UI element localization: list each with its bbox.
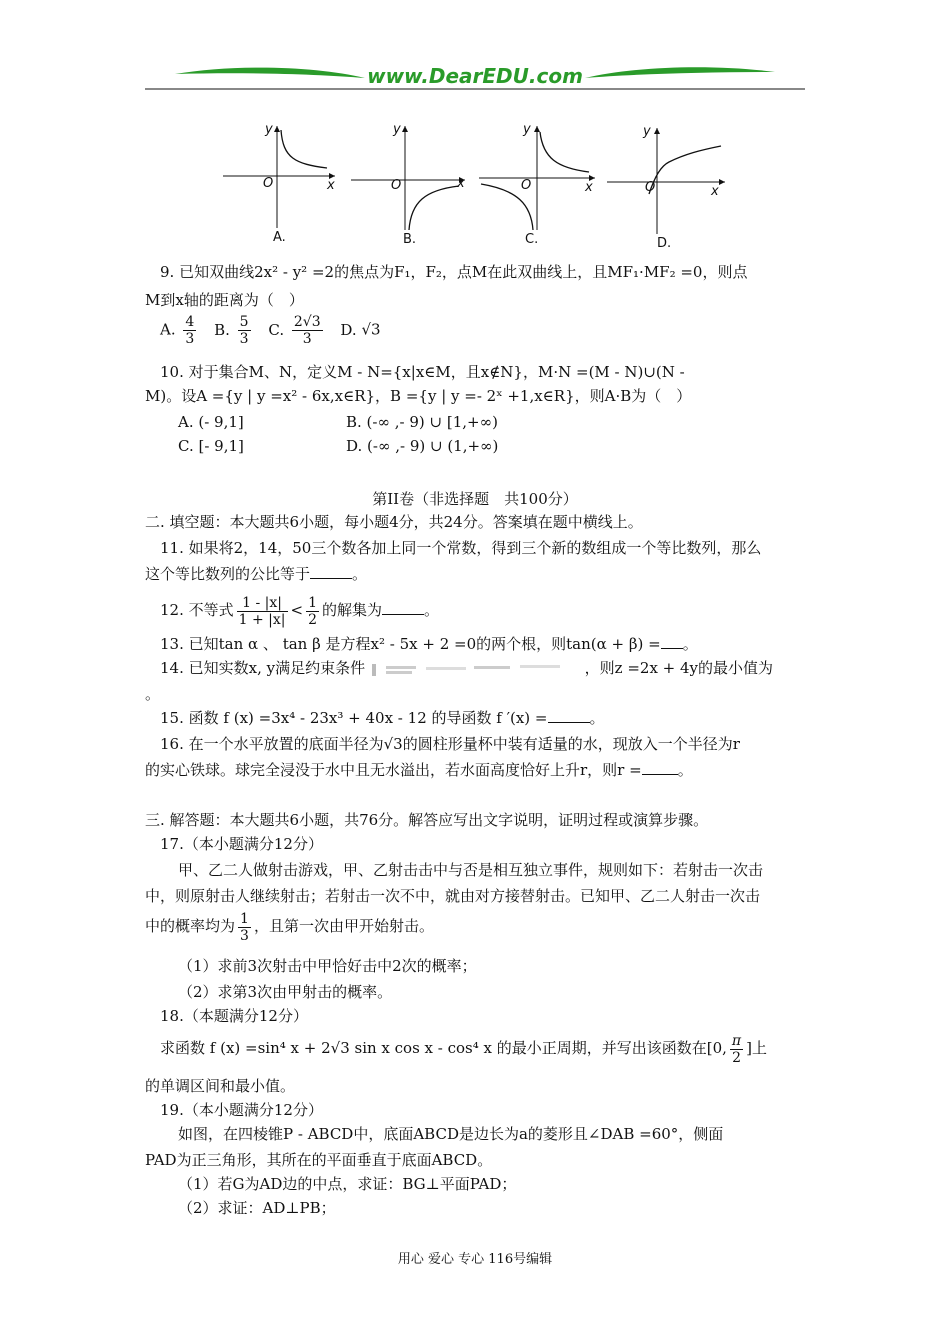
q12-hnum: 1: [308, 594, 317, 611]
q9-option-c-letter: C.: [268, 320, 285, 339]
q19-s2: （2）求证：AD⊥PB；: [178, 1199, 336, 1217]
q18-fraction: [730, 1033, 743, 1066]
q11-line1: 11. 如果将2，14，50三个数各加上同一个常数，得到三个新的数组成一个等比数列，那么: [160, 539, 762, 557]
q9-option-a-letter: A.: [160, 320, 176, 339]
q9-option-d-letter: D.: [340, 320, 357, 339]
graph-a-label: A.: [273, 230, 286, 245]
footer: 用心 爱心 专心 116号编辑: [397, 1252, 553, 1267]
q19-s1: （1）若G为AD边的中点，求证：BG⊥平面PAD；: [178, 1175, 517, 1193]
q15: [160, 708, 605, 728]
q14: [160, 658, 773, 678]
q14-pre: 14. 已知实数x, y满足约束条件: [160, 659, 366, 677]
q12-pre: 12. 不等式: [160, 601, 234, 619]
q16-text: 的实心铁球。球完全浸没于水中且无水溢出，若水面高度恰好上升r，则r =: [145, 761, 642, 779]
q11-end: 。: [352, 565, 368, 583]
q10-line1: 10. 对于集合M、N，定义M - N={x|x∈M，且x∉N}，M·N =(M - N)∪(N -: [160, 363, 685, 381]
q12-half: [306, 595, 319, 628]
q17-fden: 3: [240, 927, 249, 944]
graph-b-label: B.: [403, 232, 417, 247]
q17-p3-pre: 中的概率均为: [145, 917, 236, 935]
q13-answer-blank: [661, 634, 683, 649]
q10-option-d: D. (-∞ ,- 9) ∪ (1,+∞): [346, 437, 499, 455]
q13-text: 13. 已知tan α 、 tan β 是方程x² - 5x + 2 =0的两个根，则tan(α + β) =: [160, 635, 661, 653]
graph-c-y-label: y: [523, 122, 531, 137]
graph-c-x-label: x: [585, 180, 593, 195]
graph-a-x-label: x: [327, 178, 335, 193]
q17-fraction: [238, 911, 251, 944]
q13-end: 。: [682, 635, 698, 653]
q9-c-num: 2√3: [293, 314, 321, 330]
graph-a-y-label: y: [265, 122, 273, 137]
fill-intro: 二. 填空题：本大题共6小题，每小题4分，共24分。答案填在题中横线上。: [145, 513, 643, 531]
q9-option-b-fraction: [238, 314, 251, 347]
q9-b-num: 5: [239, 314, 249, 330]
q19-p1: 如图，在四棱锥P - ABCD中，底面ABCD是边长为a的菱形且∠DAB =60°，侧面: [178, 1125, 724, 1143]
q12-den: 1 + |x|: [238, 611, 286, 628]
header-logo: www.DearEDU.com: [367, 64, 583, 88]
graph-c-origin: O: [521, 178, 532, 193]
q9-line2: M到x轴的距离为（ ）: [145, 291, 304, 309]
q14-post: ，则z =2x + 4y的最小值为: [584, 659, 774, 677]
q17-fnum: 1: [240, 910, 249, 927]
graph-d-y-label: y: [643, 124, 651, 139]
q9-options: [160, 314, 381, 347]
graph-b-y-label: y: [393, 122, 401, 137]
q19-p2: PAD为正三角形，其所在的平面垂直于底面ABCD。: [145, 1151, 493, 1169]
graph-b-origin: O: [391, 178, 402, 193]
part3-intro: 三. 解答题：本大题共6小题，共76分。解答应写出文字说明，证明过程或演算步骤。: [145, 811, 709, 829]
q17-title: 17.（本小题满分12分）: [160, 835, 323, 853]
q14-line2: 。: [145, 685, 161, 703]
q10-option-a: A. (- 9,1]: [178, 413, 244, 431]
q15-text: 15. 函数 f (x) =3x⁴ - 23x³ + 40x - 12 的导函数 f ′(x) =: [160, 709, 548, 727]
graph-b-x-label: x: [457, 176, 465, 191]
q17-s1: （1）求前3次射击中甲恰好击中2次的概率；: [178, 957, 477, 975]
q15-answer-blank: [548, 708, 590, 723]
q16-answer-blank: [642, 760, 678, 775]
q9-option-a-fraction: [183, 314, 196, 347]
graphs-row: [215, 118, 755, 253]
q19-title: 19.（本小题满分12分）: [160, 1101, 323, 1119]
q16-end: 。: [677, 761, 693, 779]
q10-line2: M)。设A ={y | y =x² - 6x,x∈R}，B ={y | y =- 2ˣ +1,x∈R}，则A·B为（ ）: [145, 387, 692, 405]
q17-p3-post: ，且第一次由甲开始射击。: [253, 917, 434, 935]
graph-d: [605, 118, 740, 253]
q12-answer-blank: [382, 600, 424, 615]
q12-num: 1 - |x|: [237, 595, 288, 612]
q18-fnum: π: [731, 1032, 742, 1049]
q12-hden: 2: [308, 611, 317, 628]
q18-fden: 2: [732, 1049, 741, 1066]
graph-d-x-label: x: [711, 184, 719, 199]
q12-fraction: [237, 595, 288, 628]
q17-p2: 中，则原射击人继续射击；若射击一次不中，就由对方接替射击。已知甲、乙二人射击一次击: [145, 887, 761, 905]
q12: [160, 590, 439, 630]
q9-c-den: 3: [302, 331, 312, 347]
q9-a-den: 3: [185, 331, 195, 347]
q16-line2: [145, 760, 693, 780]
q9-option-d-value: √3: [361, 320, 381, 339]
q12-lt: <: [290, 601, 304, 619]
q11-text: 这个等比数列的公比等于: [145, 565, 311, 583]
q16-line1: 16. 在一个水平放置的底面半径为√3的圆柱形量杯中装有适量的水，现放入一个半径为r: [160, 735, 740, 753]
q9-option-c-fraction: [292, 314, 323, 347]
q17-s2: （2）求第3次由甲射击的概率。: [178, 983, 393, 1001]
q18-post: ]上: [746, 1039, 767, 1057]
q12-end: 。: [424, 601, 440, 619]
q10-option-b: B. (-∞ ,- 9) ∪ [1,+∞): [346, 413, 498, 431]
q9-b-den: 3: [239, 331, 249, 347]
q10-option-c: C. [- 9,1]: [178, 437, 244, 455]
q9-a-num: 4: [185, 314, 195, 330]
q14-constraint-image-icon: [370, 661, 580, 677]
q18-pre: 求函数 f (x) =sin⁴ x + 2√3 sin x cos x - cos⁴ x 的最小正周期，并写出该函数在[0,: [160, 1039, 727, 1057]
q9-line1: 9. 已知双曲线2x² - y² =2的焦点为F₁，F₂，点M在此双曲线上，且MF₁·MF₂ =0，则点: [160, 263, 748, 281]
header: [145, 62, 805, 92]
q12-post: 的解集为: [322, 601, 383, 619]
graph-c-label: C.: [525, 232, 539, 247]
q11-line2: [145, 564, 367, 584]
q17-p1: 甲、乙二人做射击游戏，甲、乙射击击中与否是相互独立事件，规则如下：若射击一次击: [178, 861, 764, 879]
q18-title: 18.（本题满分12分）: [160, 1007, 308, 1025]
graph-d-label: D.: [657, 236, 672, 251]
q17-p3: [145, 906, 434, 946]
q18-body: [160, 1028, 767, 1068]
q15-end: 。: [589, 709, 605, 727]
q18-line2: 的单调区间和最小值。: [145, 1077, 296, 1095]
q11-answer-blank: [310, 564, 352, 579]
q13: [160, 634, 698, 654]
graph-d-origin: O: [645, 180, 656, 195]
graph-a-origin: O: [263, 176, 274, 191]
part2-title: 第II卷（非选择题 共100分）: [372, 490, 578, 508]
q9-option-b-letter: B.: [214, 320, 230, 339]
